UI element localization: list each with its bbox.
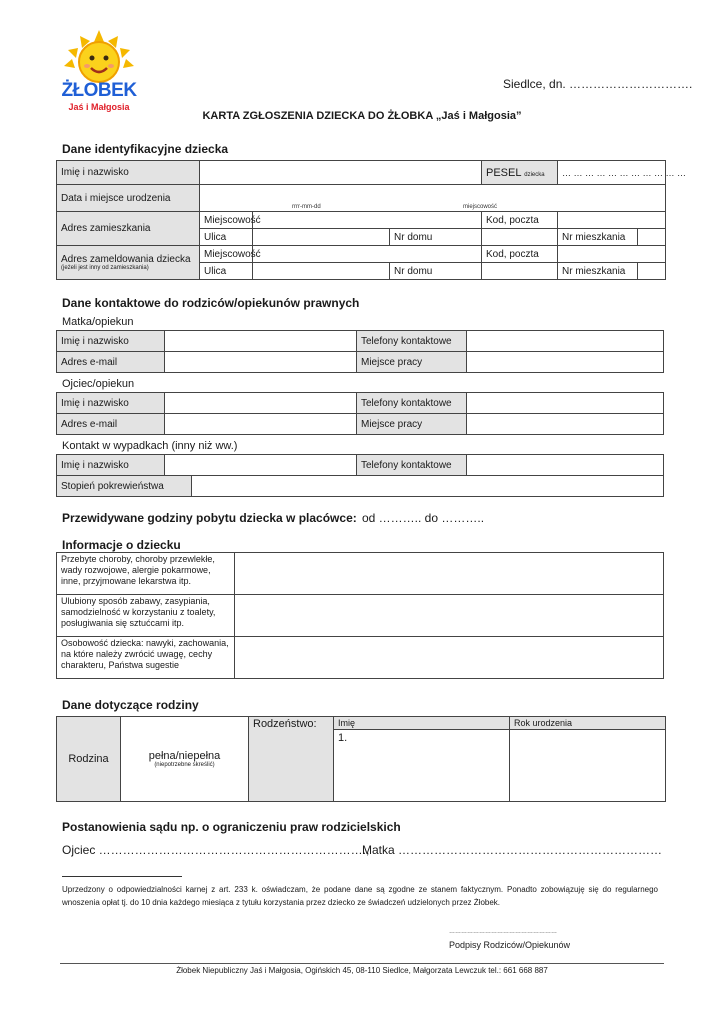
flat-label: Nr mieszkania xyxy=(558,229,638,246)
father-work-field[interactable] xyxy=(467,414,664,435)
place-hint: miejscowość xyxy=(463,204,498,210)
emergency-name-label: Imię i nazwisko xyxy=(57,455,165,476)
flat-field[interactable] xyxy=(638,229,666,246)
reg-city-field[interactable] xyxy=(253,246,482,263)
mother-name-label: Imię i nazwisko xyxy=(57,331,165,352)
mother-email-label: Adres e-mail xyxy=(57,352,165,373)
mother-work-label: Miejsce pracy xyxy=(357,352,467,373)
registered-label: Adres zameldowania dziecka (jeżeli jest inny od zamieszkania) xyxy=(57,246,200,280)
reg-street-field[interactable] xyxy=(253,263,390,280)
court-mother-line[interactable]: Matka ………………………………………………………… xyxy=(362,843,663,857)
house-field[interactable] xyxy=(482,229,558,246)
father-table xyxy=(56,392,664,435)
father-email-field[interactable] xyxy=(165,414,357,435)
postcode-label: Kod, poczta xyxy=(482,212,558,229)
city-label: Miejscowość xyxy=(200,212,253,229)
footer-address: Żłobek Niepubliczny Jaś i Małgosia, Ogińskich 45, 08-110 Siedlce, Małgorzata Lewczuk tel.: 661 668 887 xyxy=(176,966,548,975)
sibling-year-field[interactable] xyxy=(510,730,666,802)
mother-name-field[interactable] xyxy=(165,331,357,352)
mother-heading: Matka/opiekun xyxy=(62,316,134,328)
child-info-table xyxy=(56,552,664,679)
child-name-field[interactable] xyxy=(200,161,482,185)
court-father-line[interactable]: Ojciec …………………………………………………………., xyxy=(62,843,370,857)
mother-table xyxy=(56,330,664,373)
street-field[interactable] xyxy=(253,229,390,246)
family-type-note: (niepotrzebne skreślić) xyxy=(154,762,215,768)
habits-label: Ulubiony sposób zabawy, zasypiania, samodzielność w korzystaniu z toalety, posługiwania się sztućcami itp. xyxy=(57,595,235,637)
reg-street-label: Ulica xyxy=(200,263,253,280)
personality-label: Osobowość dziecka: nawyki, zachowania, na które należy zwrócić uwagę, cechy charakteru, Państwa sugestie xyxy=(57,637,235,679)
relation-field[interactable] xyxy=(192,476,664,497)
footnote-rule xyxy=(62,876,182,877)
footer-rule xyxy=(60,963,664,964)
pesel-label: PESEL dziecka xyxy=(482,161,558,185)
father-heading: Ojciec/opiekun xyxy=(62,378,135,390)
sibling-name-field[interactable]: 1. xyxy=(334,730,510,802)
father-name-label: Imię i nazwisko xyxy=(57,393,165,414)
page-title: KARTA ZGŁOSZENIA DZIECKA DO ŻŁOBKA „Jaś i Małgosia” xyxy=(202,110,522,122)
mother-phone-field[interactable] xyxy=(467,331,664,352)
postcode-field[interactable] xyxy=(558,212,666,229)
relation-label: Stopień pokrewieństwa xyxy=(57,476,192,497)
emergency-name-field[interactable] xyxy=(165,455,357,476)
mother-work-field[interactable] xyxy=(467,352,664,373)
signature-label: Podpisy Rodziców/Opiekunów xyxy=(449,940,571,950)
father-name-field[interactable] xyxy=(165,393,357,414)
statement-text: Uprzedzony o odpowiedzialności karnej z art. 233 k. oświadczam, że podane dane są zgodne ze stanem faktycznym. Ponadto zobowiązuję się do regularnego wnoszenia opłat tj. do 10 dnia każdego miesiąca z tytułu korzystania przez dziecko ze świadczeń udzielonych przez Żłobek. xyxy=(62,885,658,907)
reg-flat-field[interactable] xyxy=(638,263,666,280)
signature-dots[interactable]: ……………………………………………… xyxy=(449,929,557,935)
street-label: Ulica xyxy=(200,229,253,246)
reg-house-label: Nr domu xyxy=(390,263,482,280)
pesel-field[interactable]: … … … … … … … … … … … xyxy=(558,161,666,185)
sibling-year-header: Rok urodzenia xyxy=(510,717,666,730)
family-type-field[interactable] xyxy=(121,717,249,802)
reg-house-field[interactable] xyxy=(482,263,558,280)
hours-value[interactable]: od ……….. do ……….. xyxy=(362,511,485,525)
address-label: Adres zamieszkania xyxy=(57,212,200,246)
health-field[interactable] xyxy=(235,553,664,595)
court-heading: Postanowienia sądu np. o ograniczeniu praw rodzicielskich xyxy=(62,820,401,834)
family-type-label: pełna/niepełna xyxy=(148,750,221,762)
sibling-name-header: Imię xyxy=(334,717,510,730)
personality-field[interactable] xyxy=(235,637,664,679)
logo-text: ŻŁOBEK xyxy=(61,80,137,101)
reg-postcode-field[interactable] xyxy=(558,246,666,263)
logo-subtext: Jaś i Małgosia xyxy=(68,102,130,112)
child-info-heading: Informacje o dziecku xyxy=(62,538,181,552)
contacts-heading: Dane kontaktowe do rodziców/opiekunów prawnych xyxy=(62,296,360,310)
emergency-phone-label: Telefony kontaktowe xyxy=(357,455,467,476)
reg-postcode-label: Kod, poczta xyxy=(482,246,558,263)
house-label: Nr domu xyxy=(390,229,482,246)
reg-city-label: Miejscowość xyxy=(200,246,253,263)
emergency-phone-field[interactable] xyxy=(467,455,664,476)
birth-field[interactable] xyxy=(200,185,666,212)
health-label: Przebyte choroby, choroby przewlekłe, wady rozwojowe, alergie pokarmowe, inne, przyjmowane lekarstwa itp. xyxy=(57,553,235,595)
identification-heading: Dane identyfikacyjne dziecka xyxy=(62,142,229,156)
siblings-label: Rodzeństwo: xyxy=(249,717,334,802)
mother-phone-label: Telefony kontaktowe xyxy=(357,331,467,352)
identification-table xyxy=(56,160,687,280)
child-name-label: Imię i nazwisko xyxy=(57,161,200,185)
family-table xyxy=(56,716,666,802)
father-phone-label: Telefony kontaktowe xyxy=(357,393,467,414)
emergency-table xyxy=(56,454,664,497)
father-work-label: Miejsce pracy xyxy=(357,414,467,435)
emergency-heading: Kontakt w wypadkach (inny niż ww.) xyxy=(62,440,238,452)
reg-flat-label: Nr mieszkania xyxy=(558,263,638,280)
habits-field[interactable] xyxy=(235,595,664,637)
place-date: Siedlce, dn. …………………………. xyxy=(503,77,693,91)
family-label: Rodzina xyxy=(57,717,121,802)
city-field[interactable] xyxy=(253,212,482,229)
birth-label: Data i miejsce urodzenia xyxy=(57,185,200,212)
father-phone-field[interactable] xyxy=(467,393,664,414)
family-heading: Dane dotyczące rodziny xyxy=(62,698,199,712)
date-hint: rrrr-mm-dd xyxy=(292,204,321,210)
father-email-label: Adres e-mail xyxy=(57,414,165,435)
mother-email-field[interactable] xyxy=(165,352,357,373)
hours-heading: Przewidywane godziny pobytu dziecka w placówce: xyxy=(62,511,357,525)
